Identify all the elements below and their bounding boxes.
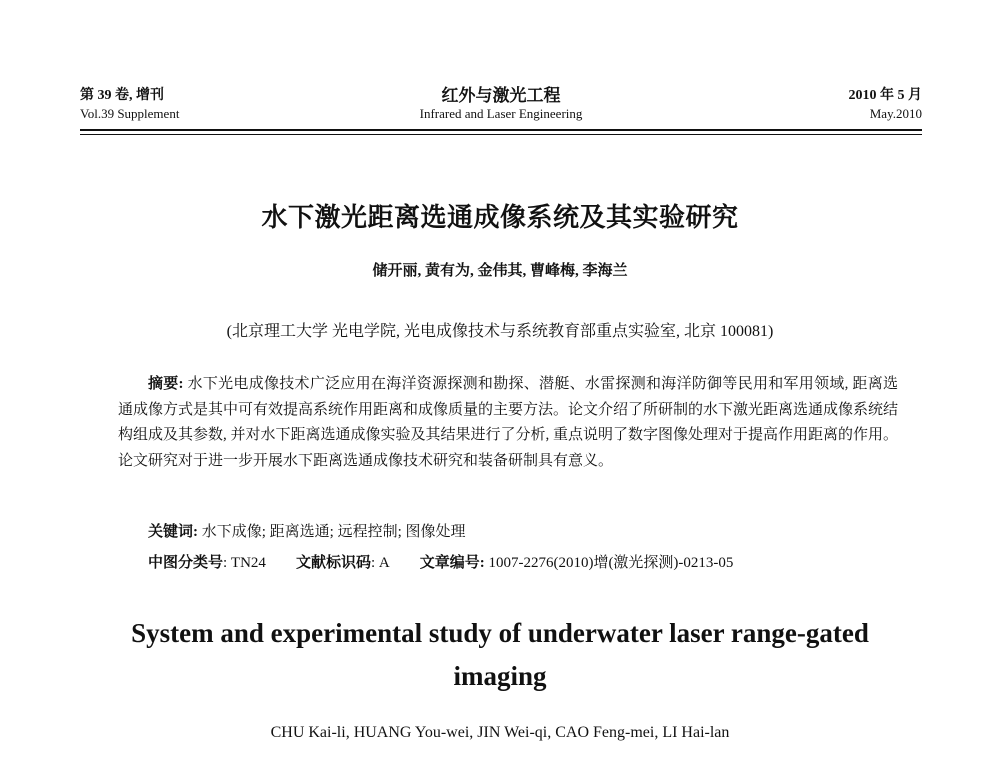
affiliation: (北京理工大学 光电学院, 光电成像技术与系统教育部重点实验室, 北京 100081) (226, 323, 774, 340)
article-number-value: 1007-2276(2010)增(激光探测)-0213-05 (488, 555, 734, 571)
volume-cn: 第 39 卷, 增刊 (80, 88, 164, 103)
abstract-label: 摘要: (148, 376, 184, 392)
keywords-label: 关键词: (148, 524, 198, 540)
issue-date-cn: 2010 年 5 月 (848, 88, 922, 103)
clc-label: 中图分类号 (148, 555, 224, 571)
journal-name-cn: 红外与激光工程 (441, 86, 561, 105)
doc-code-value: : A (370, 555, 390, 571)
classification-line (148, 551, 733, 572)
paper-title-cn: 水下激光距离选通成像系统及其实验研究 (261, 203, 739, 232)
authors-en: CHU Kai-li, HUANG You-wei, JIN Wei-qi, CAO Feng-mei, LI Hai-lan (270, 724, 730, 741)
volume-en: Vol.39 Supplement (80, 106, 180, 121)
journal-name (80, 86, 922, 123)
article-number-label: 文章编号: (419, 555, 485, 571)
issue-date-en: May.2010 (869, 106, 922, 121)
abstract (118, 372, 898, 474)
keywords-text: 水下成像; 距离选通; 远程控制; 图像处理 (201, 524, 466, 540)
journal-name-en: Infrared and Laser Engineering (419, 106, 583, 121)
abstract-text: 水下光电成像技术广泛应用在海洋资源探测和勘探、潜艇、水雷探测和海洋防御等民用和军用领域, 距离选通成像方式是其中可有效提高系统作用距离和成像质量的主要方法。论文介绍了所研制的水下激光距离选通成像系统结构组成及其参数, 并对水下距离选通成像实验及其结果进行了分析, 重点说明了数字图像处理对于提高作用距离的作用。论文研究对于进一步开展水下距离选通成像技术研究和装备研制具有意义。 (118, 376, 899, 469)
doc-code-label: 文献标识码 (295, 555, 371, 571)
clc-value: : TN24 (223, 555, 266, 571)
paper-title-en: System and experimental study of underwater laser range-gated imaging (131, 618, 869, 691)
header-rule-thick (80, 129, 922, 131)
header-rule-thin (80, 134, 922, 135)
authors-cn: 储开丽, 黄有为, 金伟其, 曹峰梅, 李海兰 (372, 263, 628, 279)
journal-header (80, 86, 922, 126)
issue-date (849, 86, 923, 123)
keywords (148, 520, 466, 541)
